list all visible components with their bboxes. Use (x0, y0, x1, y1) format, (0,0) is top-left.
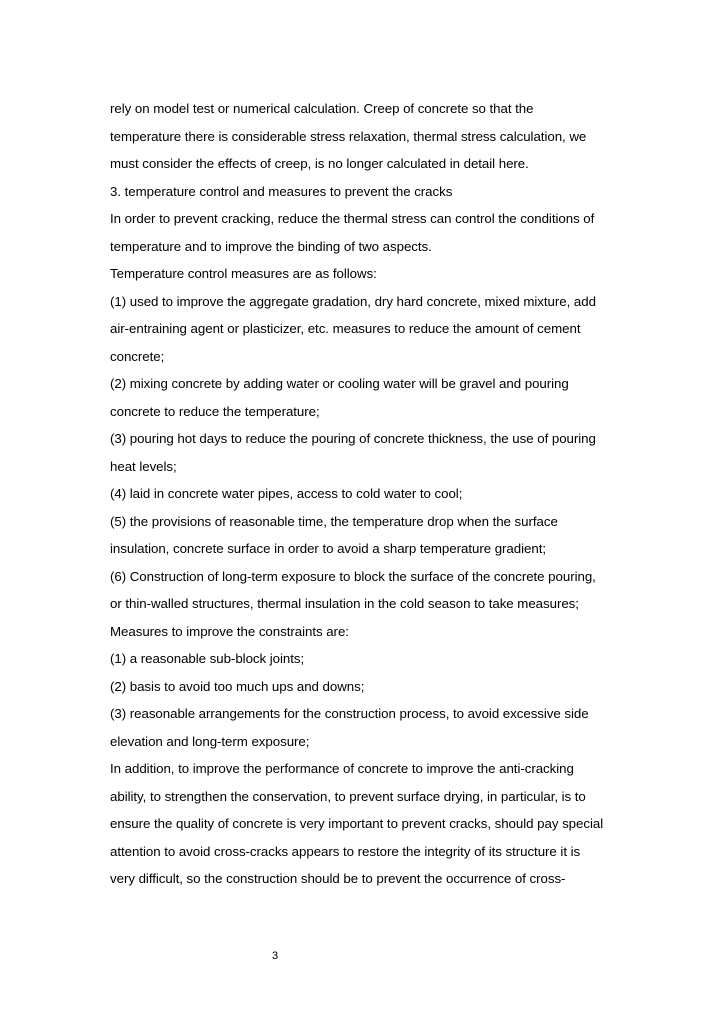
text-line: In order to prevent cracking, reduce the thermal stress can control the conditions of (110, 211, 595, 226)
list-item-continuation: elevation and long-term exposure; (110, 733, 310, 749)
list-item: (4) laid in concrete water pipes, access to cold water to cool; (110, 486, 463, 501)
list-item: (2) mixing concrete by adding water or cooling water will be gravel and pouring (110, 376, 569, 391)
list-item: (6) Construction of long-term exposure to block the surface of the concrete pouring, (110, 568, 596, 584)
text-line: very difficult, so the construction should be to prevent the occurrence of cross- (110, 871, 566, 886)
text-line: Measures to improve the constraints are: (110, 623, 349, 639)
list-item: (1) a reasonable sub-block joints; (110, 651, 305, 666)
list-item-continuation: heat levels; (110, 458, 177, 474)
list-item: (3) pouring hot days to reduce the pouring of concrete thickness, the use of pouring (110, 431, 596, 446)
list-item-continuation: insulation, concrete surface in order to avoid a sharp temperature gradient; (110, 541, 546, 556)
text-line: attention to avoid cross-cracks appears to restore the integrity of its structure it is (110, 843, 581, 859)
list-item-continuation: concrete to reduce the temperature; (110, 403, 320, 419)
list-item-continuation: air-entraining agent or plasticizer, etc. measures to reduce the amount of cement (110, 321, 581, 336)
page-number: 3 (272, 950, 279, 962)
text-line: In addition, to improve the performance of concrete to improve the anti-cracking (110, 761, 574, 776)
list-item-continuation: concrete; (110, 348, 165, 364)
text-line: temperature there is considerable stress relaxation, thermal stress calculation, we (110, 128, 587, 144)
list-item-continuation: or thin-walled structures, thermal insulation in the cold season to take measures; (110, 596, 579, 611)
text-line: Temperature control measures are as follows: (110, 266, 377, 281)
list-item: (1) used to improve the aggregate gradation, dry hard concrete, mixed mixture, add (110, 293, 596, 309)
text-line: ensure the quality of concrete is very important to prevent cracks, should pay special (110, 816, 604, 831)
document-body (110, 95, 622, 893)
text-line: temperature and to improve the binding of two aspects. (110, 238, 432, 254)
list-item: (2) basis to avoid too much ups and downs; (110, 678, 365, 694)
text-line: rely on model test or numerical calculation. Creep of concrete so that the (110, 101, 534, 116)
list-item: (5) the provisions of reasonable time, the temperature drop when the surface (110, 513, 558, 529)
list-item: (3) reasonable arrangements for the construction process, to avoid excessive side (110, 706, 589, 721)
section-heading: 3. temperature control and measures to prevent the cracks (110, 183, 453, 199)
text-line: ability, to strengthen the conservation, to prevent surface drying, in particular, is to (110, 788, 586, 804)
text-line: must consider the effects of creep, is no longer calculated in detail here. (110, 156, 529, 171)
